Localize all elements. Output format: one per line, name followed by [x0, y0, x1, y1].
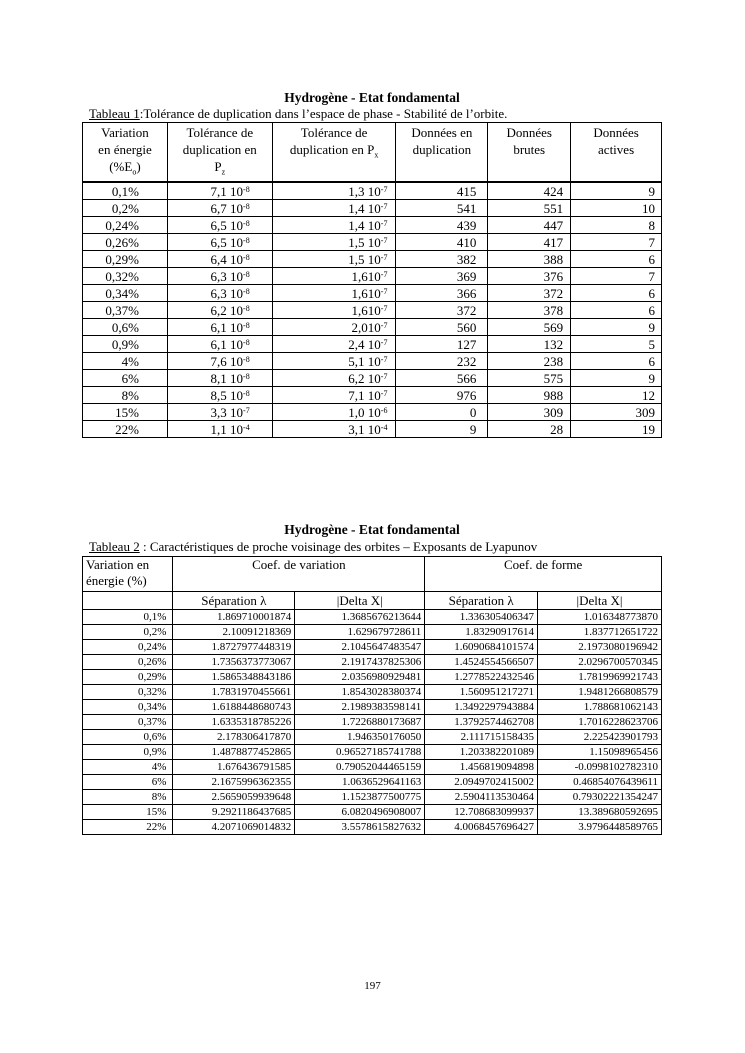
table2-cell-variation-separation: 1.7356373773067	[173, 655, 295, 670]
table2-cell-variation-delta: 1.3685676213644	[295, 610, 425, 625]
table2-cell-forme-delta: 2.0296700570345	[538, 655, 662, 670]
table1-cell-pz: 6,2 $10^{-8}$	[167, 302, 272, 319]
table2-cell-variation-delta: 2.1045647483547	[295, 640, 425, 655]
table1-cell-variation: 6%	[83, 370, 168, 387]
table2-cell-variation-delta: 0.96527185741788	[295, 745, 425, 760]
table1-cell-px: 1,0 $10^{-6}$	[272, 404, 396, 421]
table2-cell-variation-separation: 2.1675996362355	[173, 775, 295, 790]
table1-cell-duplication: 0	[396, 404, 488, 421]
table1-cell-raw: 309	[488, 404, 571, 421]
table2-sub-header-variation-delta: |Delta X|	[295, 592, 425, 610]
table1-row	[83, 387, 662, 404]
table2-row	[83, 760, 662, 775]
table1-cell-pz: 6,3 $10^{-8}$	[167, 285, 272, 302]
table2-sub-header-forme-delta: |Delta X|	[538, 592, 662, 610]
table2-row	[83, 820, 662, 835]
table1-cell-raw: 447	[488, 217, 571, 234]
table1-cell-duplication: 415	[396, 182, 488, 200]
table1	[82, 122, 662, 438]
table1-cell-raw: 424	[488, 182, 571, 200]
table1-cell-variation: 0,32%	[83, 268, 168, 285]
table1-cell-active: 10	[571, 200, 662, 217]
table2-cell-forme-separation: 1.203382201089	[425, 745, 538, 760]
table1-cell-raw: 376	[488, 268, 571, 285]
table1-cell-active: 6	[571, 302, 662, 319]
table2-cell-forme-delta: 1.7016228623706	[538, 715, 662, 730]
table1-cell-px: 1,4 $10^{-7}$	[272, 200, 396, 217]
table2-sub-header-empty	[83, 592, 173, 610]
table2-cell-forme-delta: -0.0998102782310	[538, 760, 662, 775]
table2-cell-forme-delta: 2.225423901793	[538, 730, 662, 745]
page-number: 197	[364, 980, 381, 992]
table1-caption-text: :Tolérance de duplication dans l’espace de phase - Stabilité de l’orbite.	[139, 106, 508, 121]
table2-row	[83, 730, 662, 745]
table1-cell-raw: 388	[488, 251, 571, 268]
table1-cell-variation: 8%	[83, 387, 168, 404]
table2-cell-forme-separation: 1.560951217271	[425, 685, 538, 700]
table1-cell-raw: 28	[488, 421, 571, 438]
table2-cell-energy: 0,26%	[83, 655, 173, 670]
table1-cell-active: 9	[571, 370, 662, 387]
table1-cell-raw: 238	[488, 353, 571, 370]
table1-cell-px: 1,5 $10^{-7}$	[272, 251, 396, 268]
table1-cell-px: $2,010^{-7}$	[272, 319, 396, 336]
table1-cell-raw: 575	[488, 370, 571, 387]
table2-cell-variation-delta: 6.0820496908007	[295, 805, 425, 820]
table1-row	[83, 370, 662, 387]
table2-cell-variation-separation: 1.869710001874	[173, 610, 295, 625]
table1-cell-duplication: 976	[396, 387, 488, 404]
table1-caption-label: Tableau 1	[89, 106, 140, 121]
table1-cell-raw: 551	[488, 200, 571, 217]
table1-cell-raw: 988	[488, 387, 571, 404]
table2-cell-energy: 0,37%	[83, 715, 173, 730]
table1-cell-pz: 8,1 $10^{-8}$	[167, 370, 272, 387]
table2-cell-forme-separation: 1.6090684101574	[425, 640, 538, 655]
table2-cell-variation-delta: 1.0636529641163	[295, 775, 425, 790]
table2-cell-variation-separation: 1.6188448680743	[173, 700, 295, 715]
table2-cell-energy: 15%	[83, 805, 173, 820]
table2-row	[83, 655, 662, 670]
table2-cell-forme-separation: 4.0068457696427	[425, 820, 538, 835]
table1-cell-px: 3,1 $10^{-4}$	[272, 421, 396, 438]
table1-cell-active: 19	[571, 421, 662, 438]
table2-row	[83, 715, 662, 730]
table2-cell-forme-delta: 1.9481266808579	[538, 685, 662, 700]
table1-cell-pz: 6,4 $10^{-8}$	[167, 251, 272, 268]
table1-cell-duplication: 382	[396, 251, 488, 268]
table2-header-coef-forme: Coef. de forme	[425, 557, 662, 592]
table2-group-header-row	[83, 557, 662, 592]
table2-cell-energy: 0,9%	[83, 745, 173, 760]
table1-cell-duplication: 566	[396, 370, 488, 387]
table1-header-dup: Données en duplication	[396, 123, 488, 183]
table2-cell-variation-delta: 1.1523877500775	[295, 790, 425, 805]
table1-cell-active: 9	[571, 182, 662, 200]
table2-caption-text: : Caractéristiques de proche voisinage des orbites – Exposants de Lyapunov	[139, 539, 538, 554]
table1-cell-duplication: 232	[396, 353, 488, 370]
table1-cell-pz: 6,5 $10^{-8}$	[167, 217, 272, 234]
table1-cell-px: $1,610^{-7}$	[272, 302, 396, 319]
table2-cell-variation-separation: 4.2071069014832	[173, 820, 295, 835]
table2-cell-forme-separation: 2.0949702415002	[425, 775, 538, 790]
table1-header-px: Tolérance de duplication en $P_x$	[272, 123, 396, 183]
table2-cell-forme-separation: 1.4524554566507	[425, 655, 538, 670]
table2-cell-variation-separation: 1.7831970455661	[173, 685, 295, 700]
table2-cell-energy: 0,29%	[83, 670, 173, 685]
table1-cell-duplication: 366	[396, 285, 488, 302]
table1-cell-duplication: 127	[396, 336, 488, 353]
table1-cell-variation: 0,34%	[83, 285, 168, 302]
table2-cell-forme-separation: 12.708683099937	[425, 805, 538, 820]
table1-cell-duplication: 9	[396, 421, 488, 438]
table1-row	[83, 234, 662, 251]
table2-cell-forme-delta: 0.79302221354247	[538, 790, 662, 805]
table2-sub-header-forme-separation: Séparation λ	[425, 592, 538, 610]
table2-cell-forme-separation: 1.2778522432546	[425, 670, 538, 685]
table1-row	[83, 200, 662, 217]
table2-row	[83, 805, 662, 820]
table1-row	[83, 302, 662, 319]
table1-row	[83, 217, 662, 234]
table2-row	[83, 670, 662, 685]
table2-cell-energy: 0,1%	[83, 610, 173, 625]
table1-row	[83, 421, 662, 438]
table2-cell-forme-separation: 1.336305406347	[425, 610, 538, 625]
table2-cell-variation-delta: 1.946350176050	[295, 730, 425, 745]
table2-cell-forme-delta: 2.1973080196942	[538, 640, 662, 655]
table1-row	[83, 251, 662, 268]
table2-sub-header-row	[83, 592, 662, 610]
table2-cell-variation-delta: 1.8543028380374	[295, 685, 425, 700]
table1-row	[83, 319, 662, 336]
table2-cell-forme-delta: 1.016348773870	[538, 610, 662, 625]
table1-cell-variation: 0,9%	[83, 336, 168, 353]
table2-cell-variation-separation: 9.2921186437685	[173, 805, 295, 820]
table1-cell-active: 6	[571, 285, 662, 302]
table2-cell-variation-separation: 1.5865348843186	[173, 670, 295, 685]
table2-cell-variation-delta: 2.1917437825306	[295, 655, 425, 670]
table2-cell-energy: 6%	[83, 775, 173, 790]
table2-cell-energy: 8%	[83, 790, 173, 805]
table2-cell-variation-separation: 2.5659059939648	[173, 790, 295, 805]
table1-cell-active: 7	[571, 234, 662, 251]
table2-cell-forme-delta: 1.15098965456	[538, 745, 662, 760]
table1-cell-duplication: 410	[396, 234, 488, 251]
table2-row	[83, 775, 662, 790]
table2-title: Hydrogène - Etat fondamental	[284, 522, 460, 537]
table2-cell-forme-separation: 2.111715158435	[425, 730, 538, 745]
table1-cell-variation: 4%	[83, 353, 168, 370]
table2-header-energy: Variation en énergie (%)	[83, 557, 173, 592]
table1-cell-duplication: 541	[396, 200, 488, 217]
table2-cell-variation-delta: 2.1989383598141	[295, 700, 425, 715]
table1-cell-active: 5	[571, 336, 662, 353]
table1-cell-px: 1,4 $10^{-7}$	[272, 217, 396, 234]
table1-row	[83, 268, 662, 285]
table2-row	[83, 685, 662, 700]
table2-row	[83, 640, 662, 655]
table1-cell-active: 6	[571, 251, 662, 268]
table2-cell-variation-separation: 2.178306417870	[173, 730, 295, 745]
table2-row	[83, 745, 662, 760]
table2-cell-forme-separation: 1.3492297943884	[425, 700, 538, 715]
table1-cell-variation: 0,29%	[83, 251, 168, 268]
table1-cell-px: 5,1 $10^{-7}$	[272, 353, 396, 370]
table1-cell-px: 6,2 $10^{-7}$	[272, 370, 396, 387]
table1-cell-active: 12	[571, 387, 662, 404]
table2-cell-energy: 4%	[83, 760, 173, 775]
table1-row	[83, 182, 662, 200]
table1-cell-px: 1,3 $10^{-7}$	[272, 182, 396, 200]
table1-cell-active: 309	[571, 404, 662, 421]
table2-cell-forme-separation: 1.83290917614	[425, 625, 538, 640]
table2-header-coef-variation: Coef. de variation	[173, 557, 425, 592]
table2-cell-variation-delta: 1.7226880173687	[295, 715, 425, 730]
table1-cell-variation: 0,6%	[83, 319, 168, 336]
table2-cell-variation-separation: 1.4878877452865	[173, 745, 295, 760]
table1-cell-raw: 569	[488, 319, 571, 336]
table1-title: Hydrogène - Etat fondamental	[284, 90, 460, 105]
table2-row	[83, 610, 662, 625]
table2-cell-forme-separation: 2.5904113530464	[425, 790, 538, 805]
table1-cell-pz: 8,5 $10^{-8}$	[167, 387, 272, 404]
table1-row	[83, 404, 662, 421]
table2-caption-label: Tableau 2	[89, 539, 140, 554]
table1-header-row	[83, 123, 662, 183]
table1-cell-variation: 15%	[83, 404, 168, 421]
table2-cell-forme-separation: 1.456819094898	[425, 760, 538, 775]
table1-caption	[89, 106, 689, 122]
table2-cell-energy: 0,2%	[83, 625, 173, 640]
table2-cell-energy: 0,32%	[83, 685, 173, 700]
table1-cell-px: 1,5 $10^{-7}$	[272, 234, 396, 251]
table2-cell-energy: 0,6%	[83, 730, 173, 745]
table2-cell-variation-separation: 2.10091218369	[173, 625, 295, 640]
table2-caption	[89, 539, 689, 555]
table1-cell-active: 9	[571, 319, 662, 336]
table2-row	[83, 625, 662, 640]
table1-cell-px: 7,1 $10^{-7}$	[272, 387, 396, 404]
table1-cell-pz: 6,1 $10^{-8}$	[167, 336, 272, 353]
table2-row	[83, 790, 662, 805]
table1-row	[83, 285, 662, 302]
table1-cell-variation: 0,2%	[83, 200, 168, 217]
table1-cell-variation: 0,1%	[83, 182, 168, 200]
table1-cell-pz: 7,1 $10^{-8}$	[167, 182, 272, 200]
table2-cell-forme-separation: 1.3792574462708	[425, 715, 538, 730]
table1-cell-variation: 0,26%	[83, 234, 168, 251]
table2-row	[83, 700, 662, 715]
table1-row	[83, 336, 662, 353]
table2-cell-forme-delta: 1.7819969921743	[538, 670, 662, 685]
table1-cell-duplication: 372	[396, 302, 488, 319]
table2-cell-forme-delta: 0.46854076439611	[538, 775, 662, 790]
table1-cell-raw: 417	[488, 234, 571, 251]
table1-cell-active: 6	[571, 353, 662, 370]
table1-cell-raw: 132	[488, 336, 571, 353]
table1-row	[83, 353, 662, 370]
table2-sub-header-variation-separation: Séparation λ	[173, 592, 295, 610]
table2-cell-variation-separation: 1.676436791585	[173, 760, 295, 775]
table2-cell-forme-delta: 1.788681062143	[538, 700, 662, 715]
table1-cell-active: 8	[571, 217, 662, 234]
table1-cell-pz: 1,1 $10^{-4}$	[167, 421, 272, 438]
table2-cell-energy: 0,24%	[83, 640, 173, 655]
table1-cell-px: 2,4 $10^{-7}$	[272, 336, 396, 353]
table1-cell-duplication: 439	[396, 217, 488, 234]
table2-cell-variation-delta: 3.5578615827632	[295, 820, 425, 835]
table1-cell-duplication: 560	[396, 319, 488, 336]
table2-cell-variation-separation: 1.8727977448319	[173, 640, 295, 655]
table1-header-active: Données actives	[571, 123, 662, 183]
table1-cell-pz: 6,1 $10^{-8}$	[167, 319, 272, 336]
table1-cell-pz: 6,3 $10^{-8}$	[167, 268, 272, 285]
table1-cell-variation: 0,24%	[83, 217, 168, 234]
table1-header-raw: Données brutes	[488, 123, 571, 183]
table1-header-variation: Variation en énergie $(\%E_o)$	[83, 123, 168, 183]
table1-cell-px: $1,610^{-7}$	[272, 285, 396, 302]
table1-cell-variation: 0,37%	[83, 302, 168, 319]
table1-cell-pz: 6,5 $10^{-8}$	[167, 234, 272, 251]
table2	[82, 556, 662, 835]
table2-cell-forme-delta: 13.389680592695	[538, 805, 662, 820]
table1-cell-duplication: 369	[396, 268, 488, 285]
table1-cell-px: $1,610^{-7}$	[272, 268, 396, 285]
table2-cell-variation-separation: 1.6335318785226	[173, 715, 295, 730]
table2-cell-forme-delta: 1.837712651722	[538, 625, 662, 640]
table2-cell-energy: 0,34%	[83, 700, 173, 715]
table2-cell-variation-delta: 0.79052044465159	[295, 760, 425, 775]
table2-cell-energy: 22%	[83, 820, 173, 835]
table1-cell-pz: 3,3 $10^{-7}$	[167, 404, 272, 421]
table2-cell-forme-delta: 3.9796448589765	[538, 820, 662, 835]
table1-cell-pz: 6,7 $10^{-8}$	[167, 200, 272, 217]
table2-cell-variation-delta: 1.629679728611	[295, 625, 425, 640]
table1-cell-raw: 372	[488, 285, 571, 302]
table1-cell-raw: 378	[488, 302, 571, 319]
table1-cell-active: 7	[571, 268, 662, 285]
table2-cell-variation-delta: 2.0356980929481	[295, 670, 425, 685]
table1-cell-variation: 22%	[83, 421, 168, 438]
table1-header-pz: Tolérance de duplication en $P_z$	[167, 123, 272, 183]
table1-cell-pz: 7,6 $10^{-8}$	[167, 353, 272, 370]
